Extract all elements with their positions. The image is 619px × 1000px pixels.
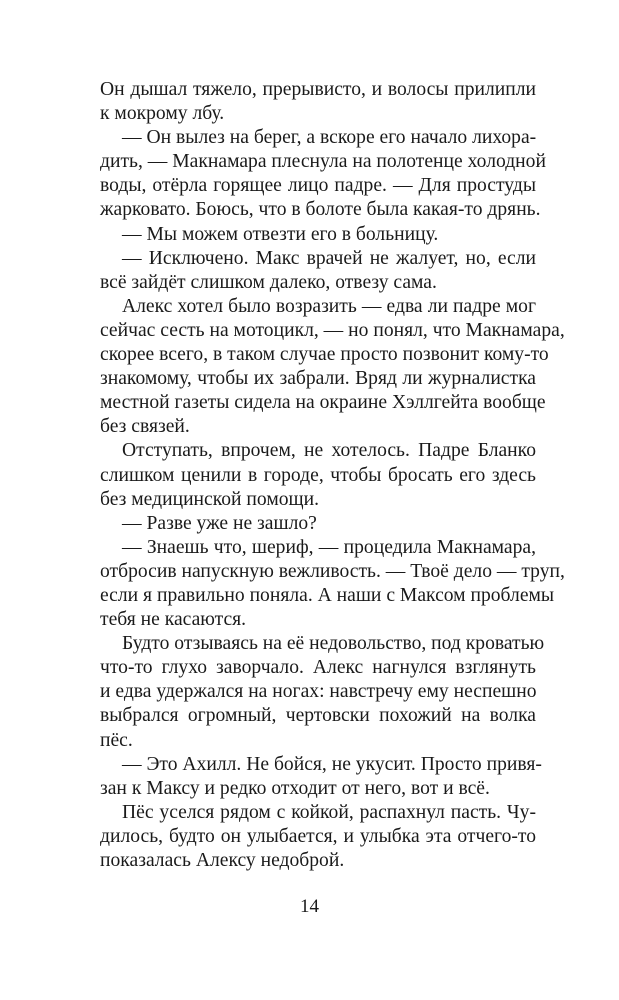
text-line: Пёс уселся рядом с койкой, распахнул пасть. Чу- [122, 801, 536, 823]
text-line: без медицинской помощи. [100, 488, 320, 510]
body-text [100, 78, 565, 873]
text-line: воды, отёрла горящее лицо падре. — Для простуды [100, 175, 536, 197]
text-line: выбрался огромный, чертовски похожий на волка [100, 705, 536, 727]
text-line: пёс. [100, 729, 133, 751]
text-line: и едва удержался на ногах: навстречу ему неспешно [100, 681, 537, 703]
text-line: зан к Максу и редко отходит от него, вот и всё. [100, 777, 490, 799]
text-line: скорее всего, в таком случае просто позвонит кому-то [100, 344, 549, 366]
text-line: жарковато. Боюсь, что в болоте была какая-то дрянь. [100, 199, 541, 221]
text-line: Он дышал тяжело, прерывисто, и волосы прилипли [100, 79, 536, 100]
text-line: показалась Алексу недоброй. [100, 850, 345, 871]
text-line: — Мы можем отвезти его в больницу. [122, 223, 439, 245]
text-line: Будто отзываясь на её недовольство, под кроватью [122, 633, 545, 655]
text-line: отбросив напускную вежливость. — Твоё дело — труп, [100, 560, 565, 582]
text-line: если я правильно поняла. А наши с Максом проблемы [100, 584, 555, 606]
text-line: — Разве уже не зашло? [122, 512, 317, 534]
text-line: знакомому, чтобы их забрали. Вряд ли журналистка [100, 368, 536, 390]
text-line: без связей. [100, 416, 190, 438]
page-number: 14 [300, 896, 319, 917]
text-line: тебя не касаются. [100, 609, 247, 631]
text-line: к мокрому лбу. [100, 103, 225, 125]
text-line: — Исключено. Макс врачей не жалует, но, если [122, 247, 536, 269]
text-line: дить, — Макнамара плеснула на полотенце холодной [100, 151, 546, 173]
text-line: всё зайдёт слишком далеко, отвезу сама. [100, 271, 437, 293]
text-line: — Он вылез на берег, а вскоре его начало лихора- [122, 127, 537, 149]
text-line: сейчас сесть на мотоцикл, — но понял, что Макнамара, [100, 319, 565, 341]
text-line: Отступать, впрочем, не хотелось. Падре Бланко [122, 440, 536, 462]
text-line: что-то глухо заворчало. Алекс нагнулся взглянуть [100, 657, 536, 679]
text-line: — Знаешь что, шериф, — процедила Макнамара, [122, 536, 536, 558]
text-line: дилось, будто он улыбается, и улыбка эта отчего-то [100, 825, 536, 847]
text-line: слишком ценили в городе, чтобы бросать его здесь [100, 464, 536, 486]
text-line: местной газеты сидела на окраине Хэллгейта вообще [100, 392, 546, 414]
text-line: — Это Ахилл. Не бойся, не укусит. Просто привя- [122, 753, 542, 775]
text-line: Алекс хотел было возразить — едва ли падре мог [122, 295, 536, 317]
